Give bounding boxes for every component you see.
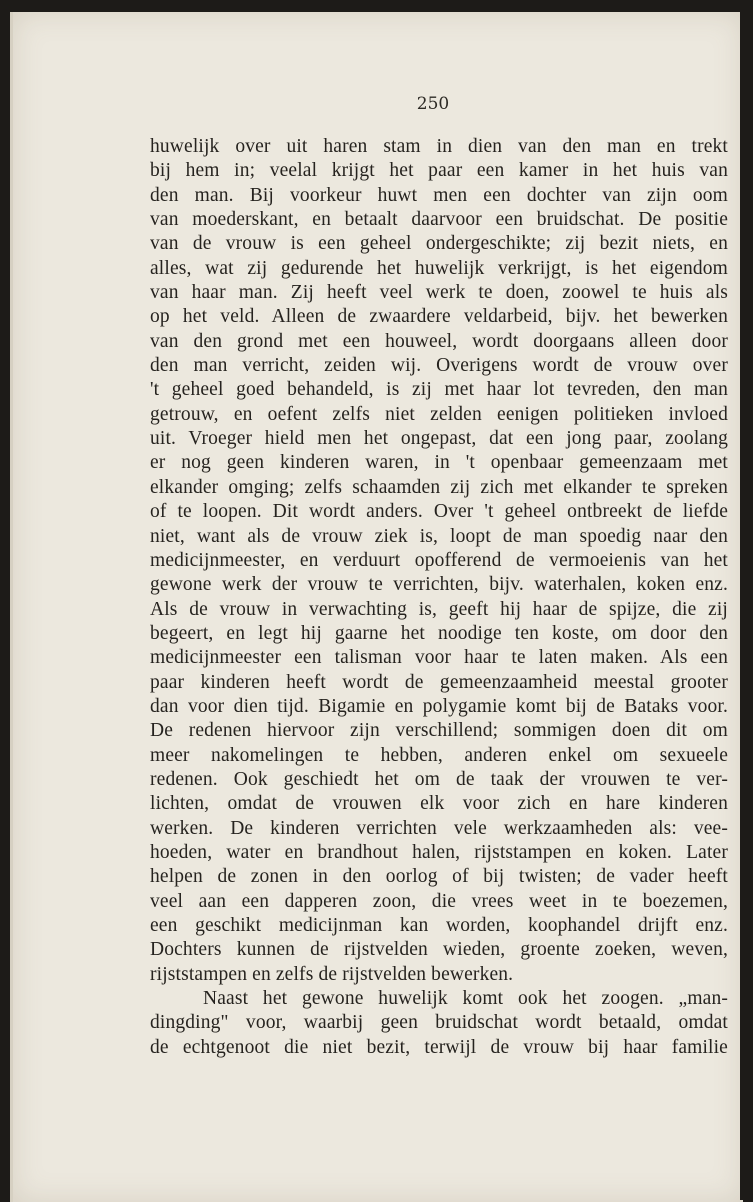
text-line: of te loopen. Dit wordt anders. Over 't geheel ontbreekt de liefde xyxy=(150,501,728,523)
text-line: de echtgenoot die niet bezit, terwijl de vrouw bij haar familie xyxy=(150,1036,728,1058)
text-line: alles, wat zij gedurende het huwelijk verkrijgt, is het eigendom xyxy=(150,257,728,279)
text-line: 't geheel goed behandeld, is zij met haar lot tevreden, den man xyxy=(150,379,728,401)
text-line: van moederskant, en betaalt daarvoor een bruidschat. De positie xyxy=(150,209,728,231)
text-line: elkander omging; zelfs schaamden zij zich met elkander te spreken xyxy=(150,476,728,498)
text-line: getrouw, en oefent zelfs niet zelden eenigen politieken invloed xyxy=(150,403,728,425)
text-line: van den grond met een houweel, wordt doorgaans alleen door xyxy=(150,330,728,352)
body-text xyxy=(150,135,728,1060)
text-line: dingding" voor, waarbij geen bruidschat wordt betaald, omdat xyxy=(150,1012,728,1034)
text-line: huwelijk over uit haren stam in dien van den man en trekt xyxy=(150,136,728,157)
text-line: dan voor dien tijd. Bigamie en polygamie komt bij de Bataks voor. xyxy=(150,695,728,717)
text-line: hoeden, water en brandhout halen, rijststampen en koken. Later xyxy=(150,841,728,863)
text-line: De redenen hiervoor zijn verschillend; sommigen doen dit om xyxy=(150,720,728,742)
text-line: lichten, omdat de vrouwen elk voor zich en hare kinderen xyxy=(150,793,728,815)
text-line: gewone werk der vrouw te verrichten, bijv. waterhalen, koken enz. xyxy=(150,574,728,596)
text-line: veel aan een dapperen zoon, die vrees weet in te boezemen, xyxy=(150,890,728,912)
text-line: werken. De kinderen verrichten vele werkzaamheden als: vee- xyxy=(150,817,728,839)
text-line: helpen de zonen in den oorlog of bij twisten; de vader heeft xyxy=(150,866,728,888)
text-line: uit. Vroeger hield men het ongepast, dat een jong paar, zoolang xyxy=(150,428,728,450)
text-line: medicijnmeester een talisman voor haar te laten maken. Als een xyxy=(150,647,728,669)
text-line: den man verricht, zeiden wij. Overigens wordt de vrouw over xyxy=(150,355,728,377)
text-line: van de vrouw is een geheel ondergeschikte; zij bezit niets, en xyxy=(150,233,728,255)
text-line: redenen. Ook geschiedt het om de taak der vrouwen te ver- xyxy=(150,768,728,790)
text-line: niet, want als de vrouw ziek is, loopt de man spoedig naar den xyxy=(150,525,728,547)
text-line: van haar man. Zij heeft veel werk te doen, zoowel te huis als xyxy=(150,282,728,304)
text-line: Dochters kunnen de rijstvelden wieden, groente zoeken, weven, xyxy=(150,939,728,961)
paragraph-start-line: Naast het gewone huwelijk komt ook het zoogen. „man- xyxy=(203,988,728,1010)
text-line: paar kinderen heeft wordt de gemeenzaamheid meestal grooter xyxy=(150,671,728,693)
text-line: Als de vrouw in verwachting is, geeft hij haar de spijze, die zij xyxy=(150,598,728,620)
text-line: er nog geen kinderen waren, in 't openbaar gemeenzaam met xyxy=(150,452,728,474)
text-line: medicijnmeester, en verduurt opofferend de vermoeienis van het xyxy=(150,549,728,571)
text-line: een geschikt medicijnman kan worden, koophandel drijft enz. xyxy=(150,915,728,936)
text-line: op het veld. Alleen de zwaardere veldarbeid, bijv. het bewerken xyxy=(150,306,728,328)
page-number: 250 xyxy=(416,94,450,114)
text-line: bij hem in; veelal krijgt het paar een kamer in het huis van xyxy=(150,160,728,182)
text-line: begeert, en legt hij gaarne het noodige ten koste, om door den xyxy=(150,622,728,644)
paragraph-end-line: rijststampen en zelfs de rijstvelden bewerken. xyxy=(150,963,514,985)
scan-edge xyxy=(740,0,753,1200)
text-line: meer nakomelingen te hebben, anderen enkel om sexueele xyxy=(150,744,728,766)
text-line: den man. Bij voorkeur huwt men een dochter van zijn oom xyxy=(150,184,728,206)
